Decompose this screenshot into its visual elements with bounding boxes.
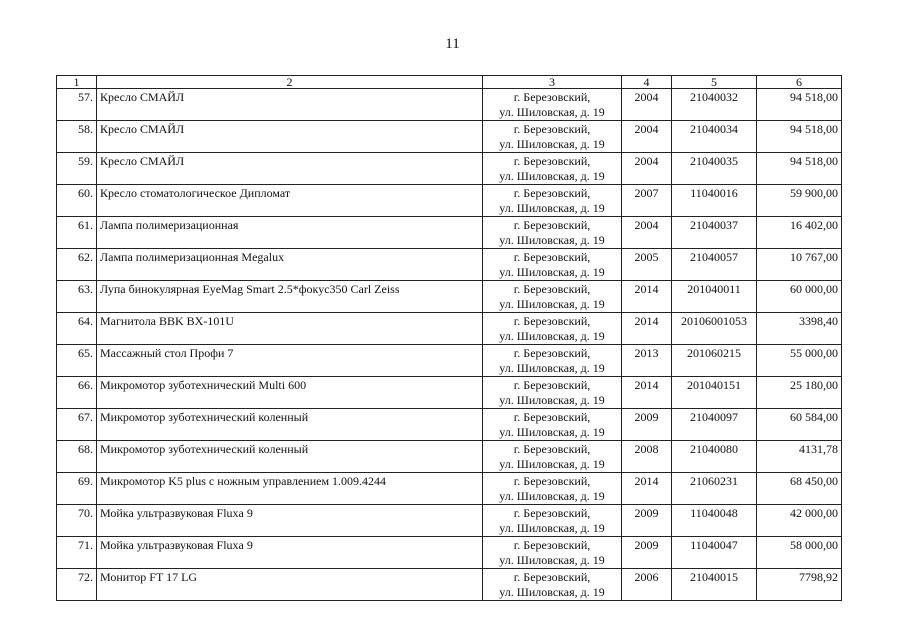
row-number: 72.: [57, 569, 97, 601]
address-street: ул. Шиловская, д. 19: [499, 137, 605, 151]
address-street: ул. Шиловская, д. 19: [499, 425, 605, 439]
header-row: [57, 76, 842, 89]
address-street: ул. Шиловская, д. 19: [499, 361, 605, 375]
item-name: Лампа полимеризационная Megalux: [97, 249, 483, 281]
item-name: Монитор FT 17 LG: [97, 569, 483, 601]
table-row: [57, 185, 842, 217]
row-number: 70.: [57, 505, 97, 537]
row-number: 63.: [57, 281, 97, 313]
item-name: Лупа бинокулярная EyeMag Smart 2.5*фокус350 Carl Zeiss: [97, 281, 483, 313]
row-number: 57.: [57, 89, 97, 121]
address-street: ул. Шиловская, д. 19: [499, 553, 605, 567]
row-number: 66.: [57, 377, 97, 409]
address-city: г. Березовский,: [513, 154, 591, 168]
item-cost: 16 402,00: [757, 217, 842, 249]
address-street: ул. Шиловская, д. 19: [499, 169, 605, 183]
item-cost: 3398,40: [757, 313, 842, 345]
item-address: [483, 185, 622, 217]
item-address: [483, 345, 622, 377]
inventory-number: 21040080: [672, 441, 757, 473]
inventory-table-body: [57, 76, 842, 601]
item-address: [483, 89, 622, 121]
item-year: 2013: [622, 345, 672, 377]
inventory-number: 11040047: [672, 537, 757, 569]
item-year: 2014: [622, 313, 672, 345]
inventory-table: [56, 75, 842, 601]
inventory-number: 21060231: [672, 473, 757, 505]
item-address: [483, 153, 622, 185]
table-row: [57, 377, 842, 409]
inventory-number: 11040016: [672, 185, 757, 217]
header-cell: 4: [622, 76, 672, 89]
item-cost: 94 518,00: [757, 89, 842, 121]
item-year: 2008: [622, 441, 672, 473]
address-city: г. Березовский,: [513, 378, 591, 392]
row-number: 65.: [57, 345, 97, 377]
item-name: Микромотор зуботехнический коленный: [97, 409, 483, 441]
table-row: [57, 569, 842, 601]
inventory-number: 201040011: [672, 281, 757, 313]
item-year: 2004: [622, 121, 672, 153]
item-name: Кресло СМАЙЛ: [97, 153, 483, 185]
item-cost: 42 000,00: [757, 505, 842, 537]
table-row: [57, 505, 842, 537]
row-number: 69.: [57, 473, 97, 505]
item-address: [483, 409, 622, 441]
address-street: ул. Шиловская, д. 19: [499, 233, 605, 247]
item-year: 2004: [622, 217, 672, 249]
item-address: [483, 569, 622, 601]
item-name: Кресло СМАЙЛ: [97, 89, 483, 121]
item-cost: 4131,78: [757, 441, 842, 473]
inventory-number: 21040097: [672, 409, 757, 441]
table-row: [57, 537, 842, 569]
item-name: Мойка ультразвуковая Fluxa 9: [97, 537, 483, 569]
address-street: ул. Шиловская, д. 19: [499, 329, 605, 343]
address-street: ул. Шиловская, д. 19: [499, 105, 605, 119]
item-name: Магнитола BBK BX-101U: [97, 313, 483, 345]
address-street: ул. Шиловская, д. 19: [499, 585, 605, 599]
item-cost: 7798,92: [757, 569, 842, 601]
item-name: Микромотор зуботехнический коленный: [97, 441, 483, 473]
table-row: [57, 473, 842, 505]
item-year: 2014: [622, 377, 672, 409]
address-city: г. Березовский,: [513, 474, 591, 488]
row-number: 60.: [57, 185, 97, 217]
address-city: г. Березовский,: [513, 122, 591, 136]
address-city: г. Березовский,: [513, 282, 591, 296]
inventory-number: 21040015: [672, 569, 757, 601]
address-city: г. Березовский,: [513, 538, 591, 552]
item-cost: 55 000,00: [757, 345, 842, 377]
row-number: 62.: [57, 249, 97, 281]
item-cost: 58 000,00: [757, 537, 842, 569]
row-number: 68.: [57, 441, 97, 473]
item-year: 2014: [622, 281, 672, 313]
table-row: [57, 249, 842, 281]
header-cell: 6: [757, 76, 842, 89]
inventory-number: 21040035: [672, 153, 757, 185]
item-year: 2006: [622, 569, 672, 601]
item-name: Кресло СМАЙЛ: [97, 121, 483, 153]
address-city: г. Березовский,: [513, 90, 591, 104]
item-name: Кресло стоматологическое Дипломат: [97, 185, 483, 217]
header-cell: 5: [672, 76, 757, 89]
item-cost: 60 000,00: [757, 281, 842, 313]
item-name: Микромотор зуботехнический Multi 600: [97, 377, 483, 409]
inventory-number: 21040037: [672, 217, 757, 249]
item-address: [483, 249, 622, 281]
address-city: г. Березовский,: [513, 570, 591, 584]
header-cell: 1: [57, 76, 97, 89]
item-name: Массажный стол Профи 7: [97, 345, 483, 377]
address-street: ул. Шиловская, д. 19: [499, 521, 605, 535]
address-city: г. Березовский,: [513, 442, 591, 456]
row-number: 67.: [57, 409, 97, 441]
header-cell: 2: [97, 76, 483, 89]
item-cost: 10 767,00: [757, 249, 842, 281]
item-address: [483, 281, 622, 313]
table-row: [57, 441, 842, 473]
table-row: [57, 121, 842, 153]
inventory-number: 21040057: [672, 249, 757, 281]
inventory-number: 201060215: [672, 345, 757, 377]
item-year: 2009: [622, 537, 672, 569]
item-cost: 25 180,00: [757, 377, 842, 409]
item-year: 2004: [622, 153, 672, 185]
item-year: 2004: [622, 89, 672, 121]
row-number: 61.: [57, 217, 97, 249]
item-address: [483, 377, 622, 409]
address-city: г. Березовский,: [513, 346, 591, 360]
item-name: Лампа полимеризационная: [97, 217, 483, 249]
item-year: 2009: [622, 505, 672, 537]
address-street: ул. Шиловская, д. 19: [499, 393, 605, 407]
item-name: Мойка ультразвуковая Fluxa 9: [97, 505, 483, 537]
inventory-number: 20106001053: [672, 313, 757, 345]
row-number: 64.: [57, 313, 97, 345]
address-city: г. Березовский,: [513, 250, 591, 264]
row-number: 59.: [57, 153, 97, 185]
address-city: г. Березовский,: [513, 186, 591, 200]
item-year: 2005: [622, 249, 672, 281]
table-row: [57, 345, 842, 377]
item-cost: 68 450,00: [757, 473, 842, 505]
item-cost: 94 518,00: [757, 153, 842, 185]
address-city: г. Березовский,: [513, 506, 591, 520]
inventory-number: 21040032: [672, 89, 757, 121]
table-row: [57, 409, 842, 441]
page-number: 11: [445, 36, 460, 52]
table-row: [57, 217, 842, 249]
item-cost: 59 900,00: [757, 185, 842, 217]
address-city: г. Березовский,: [513, 314, 591, 328]
address-city: г. Березовский,: [513, 218, 591, 232]
address-street: ул. Шиловская, д. 19: [499, 265, 605, 279]
table-row: [57, 89, 842, 121]
item-address: [483, 313, 622, 345]
item-year: 2007: [622, 185, 672, 217]
address-street: ул. Шиловская, д. 19: [499, 297, 605, 311]
item-cost: 94 518,00: [757, 121, 842, 153]
item-address: [483, 441, 622, 473]
item-name: Микромотор K5 plus с ножным управлением 1.009.4244: [97, 473, 483, 505]
item-address: [483, 121, 622, 153]
address-street: ул. Шиловская, д. 19: [499, 489, 605, 503]
item-address: [483, 537, 622, 569]
row-number: 71.: [57, 537, 97, 569]
item-year: 2014: [622, 473, 672, 505]
item-year: 2009: [622, 409, 672, 441]
address-street: ул. Шиловская, д. 19: [499, 201, 605, 215]
header-cell: 3: [483, 76, 622, 89]
inventory-number: 21040034: [672, 121, 757, 153]
item-address: [483, 217, 622, 249]
item-address: [483, 473, 622, 505]
row-number: 58.: [57, 121, 97, 153]
table-row: [57, 153, 842, 185]
table-row: [57, 281, 842, 313]
item-address: [483, 505, 622, 537]
inventory-number: 11040048: [672, 505, 757, 537]
item-cost: 60 584,00: [757, 409, 842, 441]
table-row: [57, 313, 842, 345]
address-city: г. Березовский,: [513, 410, 591, 424]
address-street: ул. Шиловская, д. 19: [499, 457, 605, 471]
inventory-number: 201040151: [672, 377, 757, 409]
